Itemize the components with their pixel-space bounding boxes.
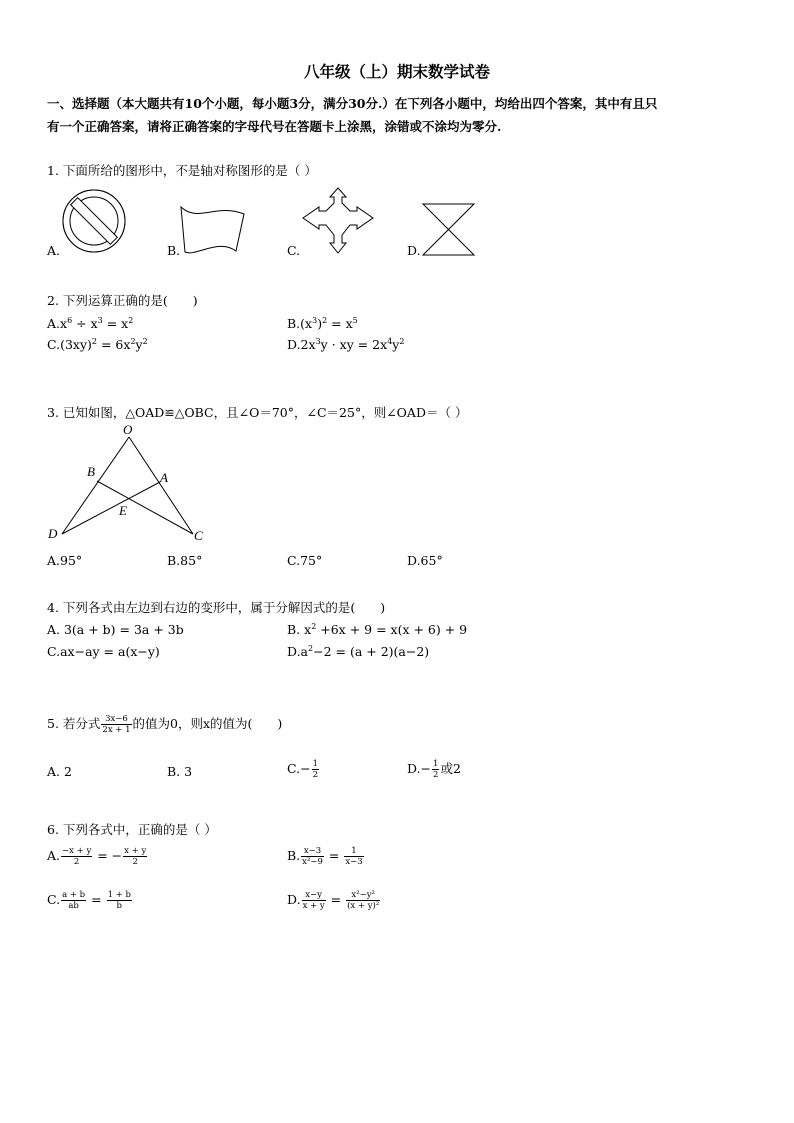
q3-option-d: D.65° bbox=[407, 553, 443, 568]
no-entry-sign-icon bbox=[62, 189, 128, 255]
q5-option-c: C.− $\frac{1}{2}$ bbox=[287, 759, 318, 780]
question-1-stem: 1. 下面所给的图形中，不是轴对称图形的是（ ） bbox=[47, 163, 317, 178]
q1-option-b: B. bbox=[167, 243, 181, 258]
q2-option-a: $A.x^6 \div x^3 = x^2$ bbox=[47, 316, 134, 331]
question-4-stem: 4. 下列各式由左边到右边的变形中，属于分解因式的是( ) bbox=[47, 600, 386, 615]
q1-option-d: D. bbox=[407, 243, 421, 258]
section-instruction-line-1: 一、选择题（本大题共有10个小题，每小题3分，满分30分.）在下列各小题中，均给出四个答案，其中有且只 bbox=[47, 96, 658, 111]
waving-flag-shape bbox=[178, 205, 246, 257]
triangle-figure bbox=[40, 420, 220, 550]
q1-option-a: A. bbox=[47, 243, 61, 258]
q4-option-c: C.ax−ay = a(x−y) bbox=[47, 644, 160, 659]
page-title: 八年级（上）期末数学试卷 bbox=[303, 62, 490, 81]
question-2-stem: 2. 下列运算正确的是( ) bbox=[47, 293, 198, 308]
q4-option-a: A. 3(a + b) = 3a + 3b bbox=[47, 622, 184, 637]
vertex-label-c: C bbox=[194, 528, 203, 543]
question-5-stem: 5. 若分式 $\frac{3x-6}{2x + 1}$ 的值为0，则x的值为( ) bbox=[47, 714, 283, 735]
section-instruction-line-2: 有一个正确答案，请将正确答案的字母代号在答题卡上涂黑，涂错或不涂均为零分. bbox=[47, 119, 502, 134]
hourglass-triangles-shape bbox=[421, 201, 477, 257]
q5-option-d: D.− $\frac{1}{2}$ 或2 bbox=[407, 759, 461, 780]
q2-option-c: $C.(3xy)^2 = 6x^2y^2$ bbox=[47, 337, 148, 352]
q1-option-c: C. bbox=[287, 243, 301, 258]
q6-option-c: C. $\frac{a + b}{ab}$ = $\frac{1 + b}{b}$ bbox=[47, 890, 131, 911]
q3-option-a: A.95° bbox=[47, 553, 83, 568]
question-3-stem: 3. 已知如图，△OAD≌△OBC，且∠O＝70°，∠C＝25°，则∠OAD＝（ ） bbox=[47, 405, 468, 420]
vertex-label-e: E bbox=[119, 503, 127, 518]
q3-option-c: C.75° bbox=[287, 553, 323, 568]
q4-option-d: $D.a^2-2 = (a + 2)(a-2)$ bbox=[287, 644, 430, 659]
q5-option-a: A. 2 bbox=[47, 764, 72, 779]
q2-option-d: $D.2x^3y$ · xy = $2x^4y^2$ bbox=[287, 337, 405, 352]
q6-option-b: B. $\frac{x-3}{\text{x²−9}}$ = $\frac{1}{x-3}$ bbox=[287, 846, 363, 867]
q5-option-b: B. 3 bbox=[167, 764, 193, 779]
q6-option-d: D. $\frac{x-y}{x + y}$ = $\frac{\text{x²−y²}}{\text{(x + y)²}}$ bbox=[287, 890, 380, 911]
q6-option-a: A. $\frac{-x + y}{2}$ = − $\frac{x + y}{2}$ bbox=[47, 846, 147, 867]
question-6-stem: 6. 下列各式中，正确的是（ ） bbox=[47, 822, 217, 837]
vertex-label-o: O bbox=[123, 422, 133, 437]
q2-option-b: $B.(x^3)^2 = x^5$ bbox=[287, 316, 358, 331]
q4-option-b: B. $x^2 +6x + 9 = x(x + 6) + 9$ bbox=[287, 622, 468, 637]
four-arrow-cross-shape bbox=[301, 187, 375, 255]
vertex-label-d: D bbox=[48, 526, 58, 541]
q3-option-b: B.85° bbox=[167, 553, 203, 568]
vertex-label-a: A bbox=[160, 470, 168, 485]
vertex-label-b: B bbox=[87, 464, 95, 479]
